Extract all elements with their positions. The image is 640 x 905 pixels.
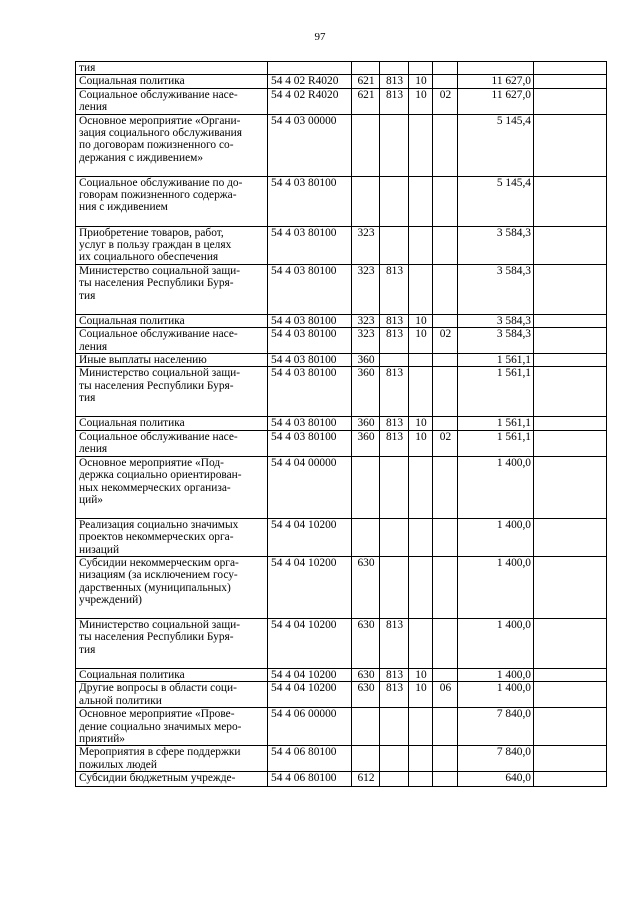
cell-section: 10 (409, 328, 433, 354)
cell-budget-manager (380, 556, 409, 618)
cell-budget-manager: 813 (380, 314, 409, 327)
cell-target-article: 54 4 03 80100 (268, 264, 352, 314)
cell-section (409, 354, 433, 367)
cell-name: Субсидии некоммерческим орга- низациям (за исключением госу- дарственных (муниципальных) учреждений) (76, 556, 268, 618)
cell-name: Социальное обслуживание по до- говорам пожизненного содержа- ния с иждивением (76, 176, 268, 226)
cell-empty (534, 62, 607, 75)
cell-section: 10 (409, 430, 433, 456)
cell-section (409, 114, 433, 176)
cell-budget-manager (380, 62, 409, 75)
cell-name: Основное мероприятие «Прове- дение социально значимых меро- приятий» (76, 708, 268, 746)
cell-expense-type: 630 (352, 556, 380, 618)
cell-budget-manager: 813 (380, 682, 409, 708)
cell-section (409, 62, 433, 75)
cell-name: Другие вопросы в области соци- альной политики (76, 682, 268, 708)
cell-amount: 1 400,0 (458, 556, 534, 618)
cell-section: 10 (409, 417, 433, 430)
cell-amount: 5 145,4 (458, 114, 534, 176)
cell-budget-manager (380, 226, 409, 264)
cell-expense-type: 360 (352, 367, 380, 417)
table-row (76, 746, 607, 772)
cell-section (409, 746, 433, 772)
cell-name: Социальное обслуживание насе- ления (76, 328, 268, 354)
cell-section (409, 226, 433, 264)
page-number: 97 (314, 31, 326, 43)
cell-empty (534, 430, 607, 456)
cell-budget-manager (380, 708, 409, 746)
cell-expense-type (352, 114, 380, 176)
cell-name: Социальная политика (76, 668, 268, 681)
cell-name: Приобретение товаров, работ, услуг в пользу граждан в целях их социального обеспечения (76, 226, 268, 264)
cell-section (409, 518, 433, 556)
cell-amount: 7 840,0 (458, 708, 534, 746)
cell-target-article: 54 4 03 80100 (268, 367, 352, 417)
cell-subsection (433, 417, 458, 430)
cell-expense-type (352, 62, 380, 75)
table-row (76, 354, 607, 367)
cell-target-article: 54 4 06 00000 (268, 708, 352, 746)
cell-expense-type: 630 (352, 618, 380, 668)
table-row (76, 176, 607, 226)
cell-subsection: 02 (433, 88, 458, 114)
cell-empty (534, 708, 607, 746)
cell-subsection (433, 708, 458, 746)
cell-expense-type: 630 (352, 668, 380, 681)
cell-subsection (433, 264, 458, 314)
cell-empty (534, 668, 607, 681)
cell-expense-type: 323 (352, 328, 380, 354)
cell-empty (534, 88, 607, 114)
table-row (76, 618, 607, 668)
cell-section (409, 618, 433, 668)
cell-section (409, 772, 433, 787)
cell-section (409, 176, 433, 226)
cell-target-article: 54 4 03 80100 (268, 354, 352, 367)
cell-empty (534, 176, 607, 226)
cell-name: Социальная политика (76, 417, 268, 430)
table-row (76, 226, 607, 264)
cell-empty (534, 556, 607, 618)
table-row (76, 708, 607, 746)
cell-amount: 3 584,3 (458, 226, 534, 264)
cell-amount: 1 400,0 (458, 518, 534, 556)
cell-section: 10 (409, 668, 433, 681)
cell-budget-manager: 813 (380, 430, 409, 456)
table-row (76, 456, 607, 518)
cell-expense-type (352, 518, 380, 556)
cell-budget-manager (380, 772, 409, 787)
cell-target-article: 54 4 02 R4020 (268, 88, 352, 114)
cell-target-article: 54 4 04 10200 (268, 682, 352, 708)
cell-subsection (433, 456, 458, 518)
cell-name: Социальная политика (76, 314, 268, 327)
cell-empty (534, 772, 607, 787)
cell-name: Мероприятия в сфере поддержки пожилых людей (76, 746, 268, 772)
cell-budget-manager: 813 (380, 367, 409, 417)
cell-subsection: 06 (433, 682, 458, 708)
cell-amount: 3 584,3 (458, 328, 534, 354)
cell-amount: 1 561,1 (458, 417, 534, 430)
cell-name: Социальная политика (76, 75, 268, 88)
cell-empty (534, 367, 607, 417)
cell-name: Министерство социальной защи- ты населения Республики Буря- тия (76, 618, 268, 668)
cell-subsection (433, 75, 458, 88)
cell-subsection (433, 668, 458, 681)
cell-name: Субсидии бюджетным учрежде- (76, 772, 268, 787)
cell-expense-type: 323 (352, 264, 380, 314)
cell-section (409, 456, 433, 518)
cell-target-article: 54 4 03 80100 (268, 328, 352, 354)
cell-expense-type: 360 (352, 354, 380, 367)
cell-empty (534, 314, 607, 327)
cell-budget-manager: 813 (380, 75, 409, 88)
cell-budget-manager: 813 (380, 417, 409, 430)
cell-section (409, 708, 433, 746)
cell-subsection (433, 556, 458, 618)
table-row (76, 417, 607, 430)
cell-subsection (433, 314, 458, 327)
cell-amount: 1 400,0 (458, 668, 534, 681)
table-row (76, 682, 607, 708)
table-row (76, 328, 607, 354)
cell-budget-manager (380, 114, 409, 176)
cell-expense-type (352, 456, 380, 518)
cell-name: Министерство социальной защи- ты населения Республики Буря- тия (76, 264, 268, 314)
cell-empty (534, 264, 607, 314)
cell-amount: 3 584,3 (458, 264, 534, 314)
cell-target-article: 54 4 04 10200 (268, 668, 352, 681)
cell-expense-type (352, 176, 380, 226)
cell-subsection (433, 518, 458, 556)
cell-budget-manager (380, 746, 409, 772)
cell-name: Основное мероприятие «Органи- зация социального обслуживания по договорам пожизненного со- держания с иждивением» (76, 114, 268, 176)
table-row (76, 264, 607, 314)
table-row (76, 62, 607, 75)
cell-target-article (268, 62, 352, 75)
cell-budget-manager (380, 354, 409, 367)
cell-amount (458, 62, 534, 75)
budget-table (75, 61, 607, 787)
cell-budget-manager (380, 518, 409, 556)
table-row (76, 314, 607, 327)
cell-subsection (433, 114, 458, 176)
cell-subsection (433, 62, 458, 75)
cell-target-article: 54 4 04 10200 (268, 518, 352, 556)
table-row (76, 556, 607, 618)
table-row (76, 88, 607, 114)
cell-expense-type: 630 (352, 682, 380, 708)
table-row (76, 75, 607, 88)
cell-section (409, 367, 433, 417)
cell-section: 10 (409, 314, 433, 327)
cell-target-article: 54 4 03 80100 (268, 417, 352, 430)
cell-empty (534, 114, 607, 176)
cell-amount: 1 400,0 (458, 618, 534, 668)
cell-amount: 1 561,1 (458, 430, 534, 456)
cell-empty (534, 75, 607, 88)
cell-target-article: 54 4 04 10200 (268, 556, 352, 618)
cell-amount: 7 840,0 (458, 746, 534, 772)
cell-name: Основное мероприятие «Под- держка социально ориентирован- ных некоммерческих организа- ций» (76, 456, 268, 518)
cell-target-article: 54 4 03 80100 (268, 314, 352, 327)
cell-target-article: 54 4 02 R4020 (268, 75, 352, 88)
cell-name: Реализация социально значимых проектов некоммерческих орга- низаций (76, 518, 268, 556)
cell-subsection (433, 746, 458, 772)
cell-expense-type (352, 746, 380, 772)
cell-subsection: 02 (433, 328, 458, 354)
cell-amount: 1 561,1 (458, 354, 534, 367)
table-row (76, 518, 607, 556)
cell-target-article: 54 4 03 80100 (268, 430, 352, 456)
cell-name: Министерство социальной защи- ты населения Республики Буря- тия (76, 367, 268, 417)
cell-section: 10 (409, 88, 433, 114)
cell-subsection (433, 354, 458, 367)
cell-section (409, 264, 433, 314)
cell-budget-manager: 813 (380, 328, 409, 354)
cell-amount: 3 584,3 (458, 314, 534, 327)
cell-expense-type (352, 708, 380, 746)
table-row (76, 668, 607, 681)
cell-budget-manager (380, 456, 409, 518)
cell-amount: 640,0 (458, 772, 534, 787)
cell-budget-manager: 813 (380, 618, 409, 668)
table-row (76, 772, 607, 787)
cell-target-article: 54 4 03 80100 (268, 226, 352, 264)
cell-amount: 1 561,1 (458, 367, 534, 417)
cell-empty (534, 518, 607, 556)
table-row (76, 367, 607, 417)
cell-empty (534, 354, 607, 367)
cell-expense-type: 621 (352, 88, 380, 114)
cell-amount: 1 400,0 (458, 682, 534, 708)
table-row (76, 430, 607, 456)
cell-budget-manager: 813 (380, 88, 409, 114)
cell-budget-manager: 813 (380, 668, 409, 681)
cell-expense-type: 360 (352, 430, 380, 456)
cell-target-article: 54 4 03 00000 (268, 114, 352, 176)
cell-expense-type: 323 (352, 314, 380, 327)
budget-table-body (76, 62, 607, 787)
cell-name: Иные выплаты населению (76, 354, 268, 367)
cell-target-article: 54 4 03 80100 (268, 176, 352, 226)
cell-empty (534, 328, 607, 354)
table-row (76, 114, 607, 176)
cell-target-article: 54 4 04 00000 (268, 456, 352, 518)
cell-name: Социальное обслуживание насе- ления (76, 430, 268, 456)
cell-empty (534, 618, 607, 668)
cell-expense-type: 621 (352, 75, 380, 88)
cell-amount: 11 627,0 (458, 88, 534, 114)
cell-expense-type: 323 (352, 226, 380, 264)
cell-subsection (433, 618, 458, 668)
cell-target-article: 54 4 06 80100 (268, 772, 352, 787)
cell-empty (534, 417, 607, 430)
cell-subsection (433, 226, 458, 264)
cell-subsection (433, 367, 458, 417)
cell-name: Социальное обслуживание насе- ления (76, 88, 268, 114)
cell-budget-manager (380, 176, 409, 226)
cell-section (409, 556, 433, 618)
cell-section: 10 (409, 75, 433, 88)
cell-empty (534, 226, 607, 264)
cell-amount: 5 145,4 (458, 176, 534, 226)
cell-empty (534, 456, 607, 518)
cell-expense-type: 360 (352, 417, 380, 430)
cell-budget-manager: 813 (380, 264, 409, 314)
cell-name: тия (76, 62, 268, 75)
cell-target-article: 54 4 04 10200 (268, 618, 352, 668)
cell-amount: 11 627,0 (458, 75, 534, 88)
cell-target-article: 54 4 06 80100 (268, 746, 352, 772)
cell-section: 10 (409, 682, 433, 708)
cell-subsection (433, 176, 458, 226)
cell-empty (534, 746, 607, 772)
cell-subsection (433, 772, 458, 787)
cell-amount: 1 400,0 (458, 456, 534, 518)
cell-empty (534, 682, 607, 708)
cell-subsection: 02 (433, 430, 458, 456)
cell-expense-type: 612 (352, 772, 380, 787)
